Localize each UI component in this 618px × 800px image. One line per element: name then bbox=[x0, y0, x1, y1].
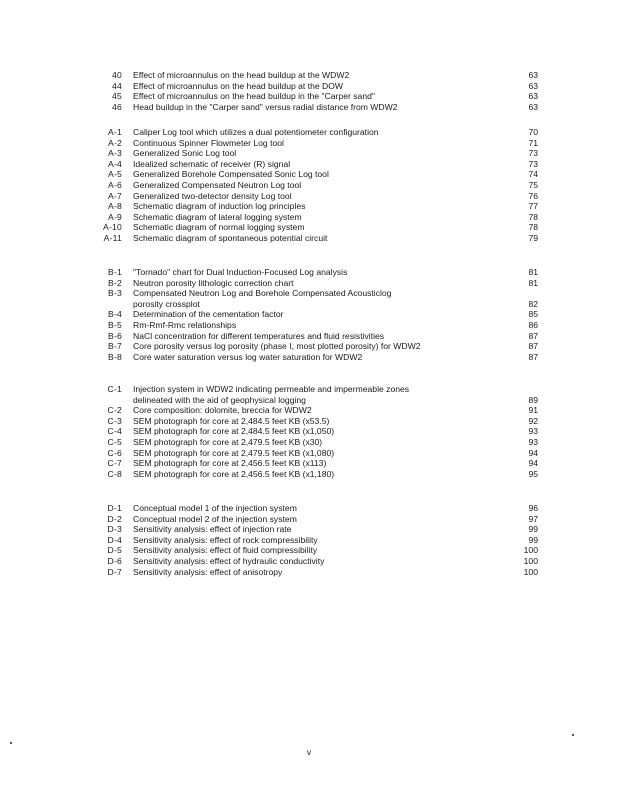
page-reference: 89 bbox=[528, 394, 538, 405]
page-reference: 96 bbox=[528, 503, 538, 513]
page-reference: 63 bbox=[528, 101, 538, 112]
toc-entry bbox=[0, 458, 618, 469]
toc-section-d bbox=[0, 503, 618, 577]
figure-title: SEM photograph for core at 2,456.5 feet KB (x1,180) bbox=[133, 468, 335, 479]
figure-number: D-5 bbox=[107, 545, 122, 556]
figure-number: B-5 bbox=[108, 319, 122, 330]
toc-entry bbox=[0, 148, 618, 159]
figure-number: A-4 bbox=[108, 158, 122, 169]
toc-entry bbox=[0, 448, 618, 459]
page-reference: 93 bbox=[528, 436, 538, 447]
figure-number: 46 bbox=[112, 101, 122, 112]
figure-title: Generalized two-detector density Log tool bbox=[133, 190, 292, 201]
page-reference: 91 bbox=[528, 405, 538, 416]
toc-entry bbox=[0, 212, 618, 223]
page-number: v bbox=[306, 747, 312, 757]
figure-number: C-6 bbox=[107, 447, 122, 458]
toc-section-numbered bbox=[0, 70, 618, 112]
figure-title: SEM photograph for core at 2,479.5 feet KB (x1,080) bbox=[133, 447, 335, 458]
scan-speck bbox=[10, 742, 12, 744]
toc-entry bbox=[0, 180, 618, 191]
figure-title: Continuous Spinner Flowmeter Log tool bbox=[133, 137, 284, 148]
figure-title: Schematic diagram of induction log principles bbox=[133, 201, 306, 212]
figure-title: Caliper Log tool which utilizes a dual potentiometer configuration bbox=[133, 127, 379, 137]
toc-entry bbox=[0, 191, 618, 202]
toc-entry bbox=[0, 545, 618, 556]
toc-entry bbox=[0, 524, 618, 535]
page-reference: 71 bbox=[528, 137, 538, 148]
figure-number: B-1 bbox=[108, 267, 122, 277]
toc-section-c bbox=[0, 384, 618, 479]
figure-number: B-3 bbox=[108, 288, 122, 299]
figure-number: A-6 bbox=[108, 179, 122, 190]
toc-entry bbox=[0, 331, 618, 342]
figure-title: Core composition: dolomite, breccia for WDW2 bbox=[133, 405, 312, 416]
figure-number: D-3 bbox=[107, 524, 122, 535]
page-reference: 78 bbox=[528, 222, 538, 233]
figure-title: Core porosity versus log porosity (phase I, most plotted porosity) for WDW2 bbox=[133, 341, 421, 352]
figure-number: A-1 bbox=[108, 127, 122, 137]
toc-entry bbox=[0, 127, 618, 138]
figure-title: Neutron porosity lithologic correction chart bbox=[133, 277, 294, 288]
toc-entry bbox=[0, 91, 618, 102]
toc-entry bbox=[0, 469, 618, 480]
figure-title: Sensitivity analysis: effect of anisotropy bbox=[133, 566, 283, 577]
toc-entry bbox=[0, 222, 618, 233]
page-reference: 94 bbox=[528, 458, 538, 469]
figure-title: Effect of microannulus on the head buildup at the WDW2 bbox=[133, 70, 350, 80]
page-reference: 76 bbox=[528, 190, 538, 201]
figure-title: Schematic diagram of lateral logging system bbox=[133, 211, 302, 222]
figure-number: A-9 bbox=[108, 211, 122, 222]
scan-speck bbox=[572, 734, 574, 736]
figure-title: Head buildup in the "Carper sand" versus radial distance from WDW2 bbox=[133, 101, 398, 112]
page-reference: 79 bbox=[528, 232, 538, 243]
figure-number: C-4 bbox=[107, 426, 122, 437]
toc-entry bbox=[0, 299, 618, 310]
page-reference: 100 bbox=[523, 566, 538, 577]
figure-number: D-6 bbox=[107, 555, 122, 566]
toc-entry bbox=[0, 352, 618, 363]
page-reference: 99 bbox=[528, 524, 538, 535]
figure-title: Sensitivity analysis: effect of rock compressibility bbox=[133, 534, 318, 545]
toc-section-b bbox=[0, 267, 618, 362]
page-reference: 81 bbox=[528, 267, 538, 277]
figure-number: C-2 bbox=[107, 405, 122, 416]
figure-number: D-7 bbox=[107, 566, 122, 577]
toc-entry bbox=[0, 395, 618, 406]
figure-title: Generalized Compensated Neutron Log tool bbox=[133, 179, 302, 190]
figure-number: C-5 bbox=[107, 436, 122, 447]
toc-entry bbox=[0, 233, 618, 244]
page-reference: 82 bbox=[528, 298, 538, 309]
figure-title: Schematic diagram of normal logging system bbox=[133, 222, 305, 233]
toc-entry bbox=[0, 309, 618, 320]
figure-title: Sensitivity analysis: effect of fluid compressibility bbox=[133, 545, 318, 556]
page-reference: 81 bbox=[528, 277, 538, 288]
toc-entry bbox=[0, 384, 618, 395]
figure-title: porosity crossplot bbox=[133, 298, 200, 309]
figure-title: Schematic diagram of spontaneous potential circuit bbox=[133, 232, 328, 243]
figure-number: B-8 bbox=[108, 351, 122, 362]
toc-entry bbox=[0, 70, 618, 81]
figure-number: A-7 bbox=[108, 190, 122, 201]
toc-entry bbox=[0, 535, 618, 546]
toc-entry bbox=[0, 405, 618, 416]
page-reference: 74 bbox=[528, 169, 538, 180]
figure-number: C-8 bbox=[107, 468, 122, 479]
page-reference: 87 bbox=[528, 330, 538, 341]
page-reference: 70 bbox=[528, 127, 538, 137]
page-reference: 75 bbox=[528, 179, 538, 190]
figure-title: Effect of microannulus on the head buildup in the "Carper sand" bbox=[133, 91, 375, 102]
figure-number: B-6 bbox=[108, 330, 122, 341]
figure-number: A-10 bbox=[103, 222, 122, 233]
figure-title: SEM photograph for core at 2,484.5 feet KB (x1,050) bbox=[133, 426, 335, 437]
toc-entry bbox=[0, 437, 618, 448]
page-reference: 63 bbox=[528, 80, 538, 91]
figure-title: Effect of microannulus on the head buildup at the DOW bbox=[133, 80, 344, 91]
figure-number: A-5 bbox=[108, 169, 122, 180]
figure-number: C-7 bbox=[107, 458, 122, 469]
page-reference: 63 bbox=[528, 70, 538, 80]
page-reference: 87 bbox=[528, 341, 538, 352]
figure-title: SEM photograph for core at 2,456.5 feet KB (x113) bbox=[133, 458, 327, 469]
page-reference: 78 bbox=[528, 211, 538, 222]
figure-number: D-4 bbox=[107, 534, 122, 545]
figure-number: A-8 bbox=[108, 201, 122, 212]
figure-number: 40 bbox=[112, 70, 122, 80]
figure-number: A-2 bbox=[108, 137, 122, 148]
figure-title: Conceptual model 2 of the injection system bbox=[133, 513, 297, 524]
figure-title: Rm-Rmf-Rmc relationships bbox=[133, 319, 237, 330]
page-reference: 86 bbox=[528, 319, 538, 330]
toc-entry bbox=[0, 138, 618, 149]
figure-title: "Tornado" chart for Dual Induction-Focused Log analysis bbox=[133, 267, 348, 277]
page-reference: 85 bbox=[528, 309, 538, 320]
figure-number: B-2 bbox=[108, 277, 122, 288]
figure-title: Determination of the cementation factor bbox=[133, 309, 284, 320]
figure-title: Conceptual model 1 of the injection system bbox=[133, 503, 297, 513]
figure-title: SEM photograph for core at 2,484.5 feet KB (x53.5) bbox=[133, 415, 330, 426]
toc-entry bbox=[0, 556, 618, 567]
figure-title: delineated with the aid of geophysical logging bbox=[133, 394, 306, 405]
figure-number: C-1 bbox=[107, 384, 122, 394]
figure-number: A-11 bbox=[103, 232, 122, 243]
page-reference: 87 bbox=[528, 351, 538, 362]
figure-number: 45 bbox=[112, 91, 122, 102]
toc-entry bbox=[0, 169, 618, 180]
figure-number: B-7 bbox=[108, 341, 122, 352]
figure-number: D-2 bbox=[107, 513, 122, 524]
toc-entry bbox=[0, 278, 618, 289]
figure-number: B-4 bbox=[108, 309, 122, 320]
figure-number: C-3 bbox=[107, 415, 122, 426]
figure-title: Generalized Borehole Compensated Sonic Log tool bbox=[133, 169, 329, 180]
toc-entry bbox=[0, 416, 618, 427]
toc-entry bbox=[0, 503, 618, 514]
toc-section-a bbox=[0, 127, 618, 244]
toc-entry bbox=[0, 81, 618, 92]
toc-entry bbox=[0, 320, 618, 331]
page-reference: 95 bbox=[528, 468, 538, 479]
toc-entry bbox=[0, 426, 618, 437]
page-reference: 63 bbox=[528, 91, 538, 102]
page-reference: 93 bbox=[528, 426, 538, 437]
page-reference: 99 bbox=[528, 534, 538, 545]
figure-title: SEM photograph for core at 2,479.5 feet KB (x30) bbox=[133, 436, 323, 447]
toc-entry bbox=[0, 159, 618, 170]
figure-title: Sensitivity analysis: effect of injection rate bbox=[133, 524, 292, 535]
page-reference: 73 bbox=[528, 148, 538, 159]
page-reference: 100 bbox=[523, 555, 538, 566]
toc-entry bbox=[0, 102, 618, 113]
page-reference: 73 bbox=[528, 158, 538, 169]
page-reference: 77 bbox=[528, 201, 538, 212]
figure-title: Core water saturation versus log water saturation for WDW2 bbox=[133, 351, 363, 362]
toc-entry bbox=[0, 341, 618, 352]
figure-number: A-3 bbox=[108, 148, 122, 159]
figure-title: Generalized Sonic Log tool bbox=[133, 148, 237, 159]
figure-title: NaCl concentration for different temperatures and fluid resistivities bbox=[133, 330, 385, 341]
page-reference: 92 bbox=[528, 415, 538, 426]
toc-entry bbox=[0, 267, 618, 278]
figure-number: 44 bbox=[112, 80, 122, 91]
figure-title: Idealized schematic of receiver (R) signal bbox=[133, 158, 291, 169]
toc-entry bbox=[0, 567, 618, 578]
toc-entry bbox=[0, 288, 618, 299]
page-reference: 94 bbox=[528, 447, 538, 458]
page-reference: 100 bbox=[523, 545, 538, 556]
page-reference: 97 bbox=[528, 513, 538, 524]
figure-title: Compensated Neutron Log and Borehole Compensated Acousticlog bbox=[133, 288, 392, 299]
toc-entry bbox=[0, 514, 618, 525]
figure-title: Injection system in WDW2 indicating permeable and impermeable zones bbox=[133, 384, 410, 394]
figure-number: D-1 bbox=[107, 503, 122, 513]
figure-title: Sensitivity analysis: effect of hydraulic conductivity bbox=[133, 555, 325, 566]
toc-entry bbox=[0, 201, 618, 212]
